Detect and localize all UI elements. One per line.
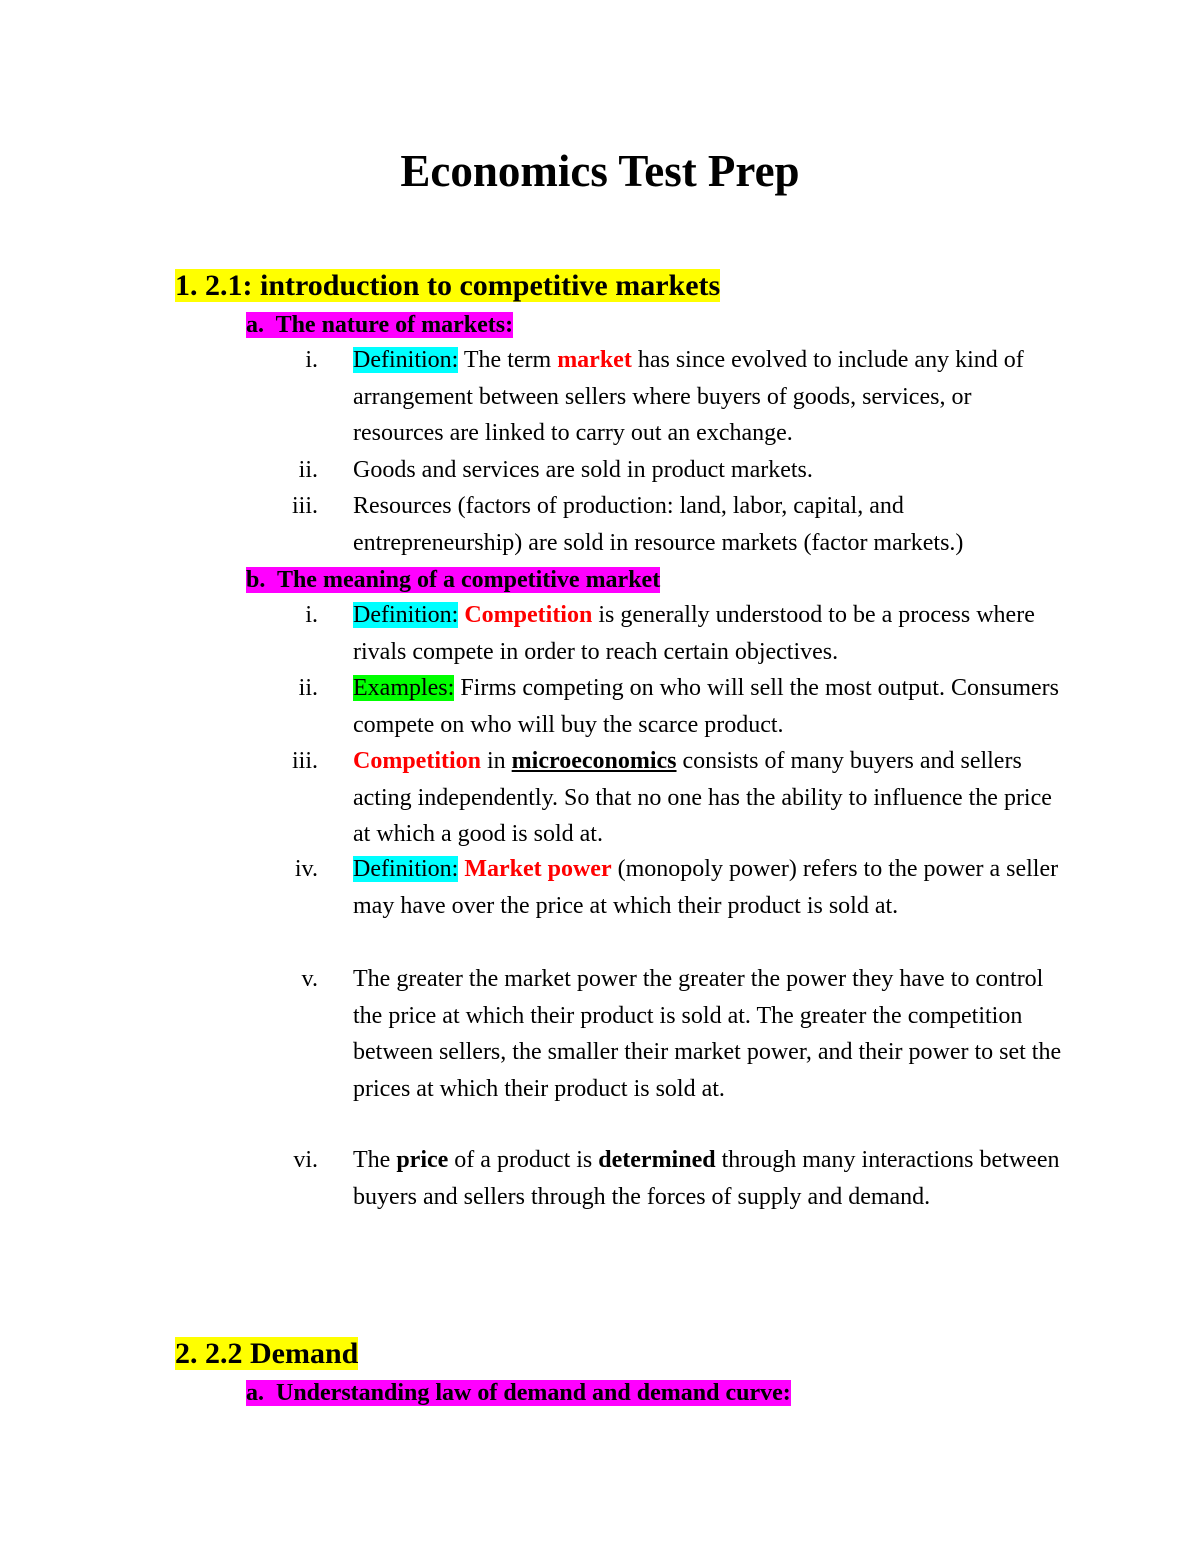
item-text: The term: [458, 347, 558, 373]
list-item: [250, 743, 1065, 853]
item-text: has since evolved to include any kind of arrangement between sellers where buyers of goods, services, or resources are linked to carry out an exchange.: [353, 347, 1024, 446]
item-text: The: [353, 1147, 397, 1173]
item-text: in: [481, 748, 512, 774]
subsection-letter: a.: [246, 1380, 264, 1406]
list-item: [250, 597, 1065, 670]
list-numeral: ii.: [298, 457, 318, 483]
section-title: 2.1: introduction to competitive markets: [205, 269, 721, 302]
item-text: through many interactions between buyers and sellers through the forces of supply and demand.: [353, 1147, 1060, 1210]
item-text: Firms competing on who will sell the most output. Consumers compete on who will buy the scarce product.: [353, 675, 1059, 738]
key-term-underlined: microeconomics: [511, 748, 677, 774]
list-item: [250, 851, 1065, 924]
item-text: (monopoly power) refers to the power a seller may have over the price at which their product is sold at.: [353, 856, 1059, 919]
list-numeral: iv.: [294, 856, 318, 882]
key-term: Competition: [353, 748, 481, 774]
item-text: consists of many buyers and sellers acting independently. So that no one has the ability to influence the price at which a good is sold at.: [353, 748, 1052, 847]
list-item: [250, 1142, 1065, 1215]
list-item: [250, 961, 1065, 1107]
subsection-letter: a.: [246, 312, 264, 338]
item-text: The greater the market power the greater the power they have to control the price at which their product is sold at. The greater the competition between sellers, the smaller their market power, and their power to set the prices at which their product is sold at.: [353, 966, 1062, 1102]
subsection-2a-heading: [246, 1378, 791, 1408]
item-text: of a product is: [448, 1147, 599, 1173]
section-1-heading: [175, 268, 720, 304]
bold-term: determined: [598, 1147, 716, 1173]
examples-label: Examples:: [353, 675, 455, 701]
definition-label: Definition:: [353, 856, 459, 882]
key-term: Competition: [464, 602, 593, 628]
list-item: [250, 488, 1065, 561]
subsection-title: Understanding law of demand and demand curve:: [276, 1380, 791, 1406]
key-term: market: [557, 347, 632, 373]
subsection-1a-heading: [246, 310, 513, 340]
definition-label: Definition:: [353, 347, 459, 373]
subsection-title: The nature of markets:: [275, 312, 514, 338]
bold-term: price: [396, 1147, 449, 1173]
item-text: Goods and services are sold in product markets.: [353, 457, 813, 483]
list-item: [250, 670, 1065, 743]
list-numeral: vi.: [293, 1147, 318, 1173]
list-numeral: iii.: [291, 493, 318, 519]
list-numeral: ii.: [298, 675, 318, 701]
section-2-heading: [175, 1336, 358, 1372]
list-numeral: v.: [301, 966, 318, 992]
subsection-title: The meaning of a competitive market: [276, 567, 661, 593]
key-term: Market power: [464, 856, 612, 882]
list-numeral: i.: [305, 347, 318, 373]
item-text: is generally understood to be a process where rivals compete in order to reach certain objectives.: [353, 602, 1035, 665]
item-text: Resources (factors of production: land, labor, capital, and entrepreneurship) are sold in resource markets (factor markets.): [353, 493, 964, 556]
definition-label: Definition:: [353, 602, 459, 628]
page-title: Economics Test Prep: [400, 146, 800, 196]
list-numeral: iii.: [291, 748, 318, 774]
list-numeral: i.: [305, 602, 318, 628]
subsection-1b-heading: [246, 565, 660, 595]
subsection-letter: b.: [246, 567, 266, 593]
section-title: 2.2 Demand: [205, 1337, 359, 1370]
list-item: [250, 452, 1065, 489]
list-item: [250, 342, 1065, 452]
section-number: 2.: [175, 1337, 198, 1370]
section-number: 1.: [175, 269, 198, 302]
